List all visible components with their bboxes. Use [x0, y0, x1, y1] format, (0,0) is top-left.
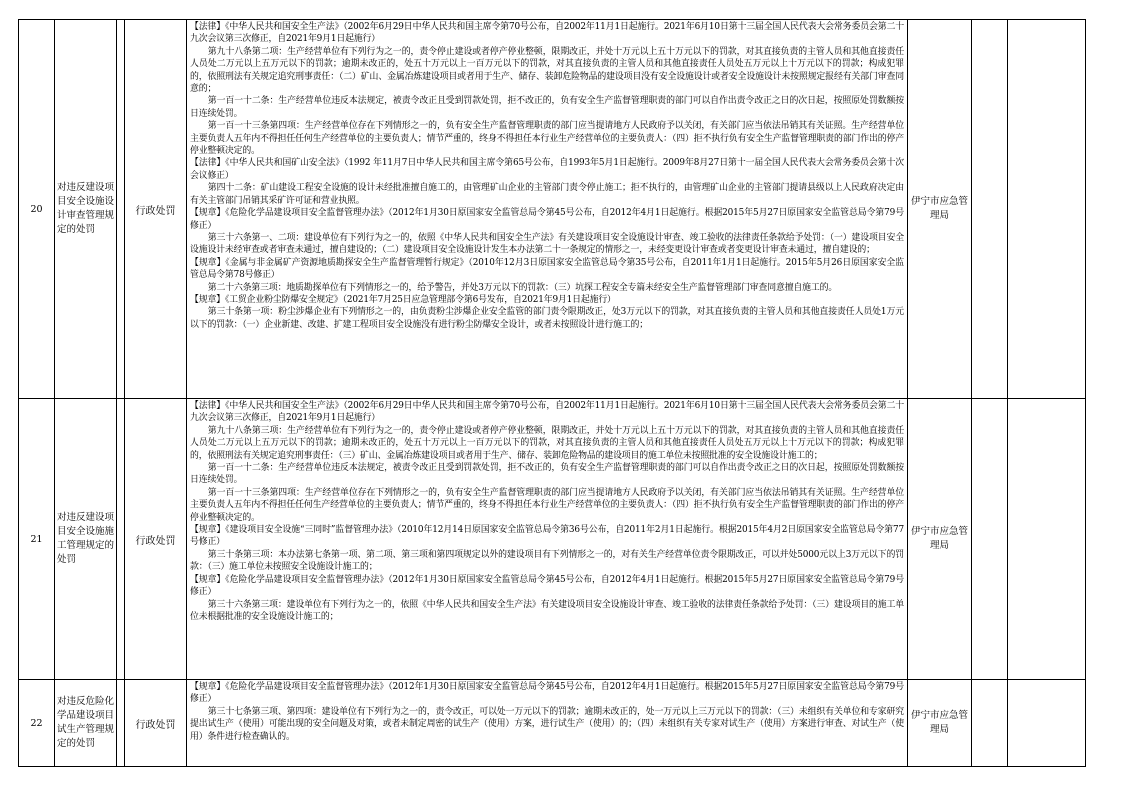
item-category: 行政处罚 [125, 399, 187, 680]
source-citation: 【规章】《危险化学品建设项目安全监督管理办法》（2012年1月30日原国家安全监管总局令第45号公布，自2012年4月1日起施行。根据2015年5月27日原国家安全监管总局令第79号修正） [190, 682, 904, 705]
legal-basis-text [190, 400, 904, 623]
responsible-department: 伊宁市应急管理局 [908, 680, 972, 767]
item-name: 对违反建设项目安全设施设计审查管理规定的处罚 [55, 20, 117, 399]
clause-text: 第九十八条第二项：生产经营单位有下列行为之一的，责令停止建设或者停产停业整顿，限期改正，并处十万元以上五十万元以下的罚款，对其直接负责的主管人员和其他直接责任人员处二万元以上五万元以下的罚款；逾期未改正的，处五十万元以上一百万元以下的罚款，对其直接负责的主管人员和其他直接责任人员处五万元以上十万元以下的罚款；构成犯罪的，依照刑法有关规定追究刑事责任：（二）矿山、金属冶炼建设项目或者用于生产、储存、装卸危险物品的建设项目没有安全设施设计或者安全设施设计未按照规定报经有关部门审查同意的； [190, 46, 904, 95]
empty-cell [1008, 680, 1086, 767]
empty-cell [972, 680, 1008, 767]
item-name: 对违反危险化学品建设项目试生产管理规定的处罚 [55, 680, 117, 767]
empty-cell [1008, 399, 1086, 680]
table-row [19, 680, 1086, 767]
source-citation: 【法律】《中华人民共和国矿山安全法》（1992 年11月7日中华人民共和国主席令第65号公布，自1993年5月1日起施行。2009年8月27日第十一届全国人民代表大会常务委员会第十次会议修正） [190, 158, 904, 181]
clause-text: 第三十条第三项：本办法第七条第一项、第二项、第三项和第四项规定以外的建设项目有下列情形之一的，对有关生产经营单位责令限期改正，可以并处5000元以上3万元以下的罚款：（三）施工单位未按照安全设施设计施工的； [190, 549, 904, 573]
source-citation: 【规章】《工贸企业粉尘防爆安全规定》（2021年7月25日应急管理部令第6号发布，自2021年9月1日起施行） [190, 294, 616, 305]
clause-text: 第三十六条第三项：建设单位有下列行为之一的，依照《中华人民共和国安全生产法》有关建设项目安全设施设计审查、竣工验收的法律责任条款给予处罚：（三）建设项目的施工单位未根据批准的安全设施设计施工的； [190, 599, 904, 622]
legal-basis [187, 399, 908, 680]
clause-text: 第九十八条第三项：生产经营单位有下列行为之一的，责令停止建设或者停产停业整顿，限期改正，并处十万元以上五十万元以下的罚款，对其直接负责的主管人员和其他直接责任人员处二万元以上五万元以下的罚款；逾期未改正的，处五十万元以上一百万元以下的罚款，对其直接负责的主管人员和其他直接责任人员处五万元以上十万元以下的罚款；构成犯罪的，依照刑法有关规定追究刑事责任：（三）矿山、金属冶炼建设项目或者用于生产、储存、装卸危险物品的建设项目的施工单位未按照批准的安全设施设计施工的； [190, 425, 904, 461]
legal-basis-text [190, 681, 904, 743]
item-name: 对违反建设项目安全设施施工管理规定的处罚 [55, 399, 117, 680]
table-row [19, 399, 1086, 680]
empty-cell [972, 399, 1008, 680]
legal-basis [187, 680, 908, 767]
responsible-department: 伊宁市应急管理局 [908, 399, 972, 680]
clause-text: 第四十二条：矿山建设工程安全设施的设计未经批准擅自施工的，由管理矿山企业的主管部门责令停止施工；拒不执行的，由管理矿山企业的主管部门提请县级以上人民政府决定由有关主管部门吊销其采矿许可证和营业执照。 [190, 183, 904, 206]
source-citation: 【规章】《危险化学品建设项目安全监督管理办法》（2012年1月30日原国家安全监管总局令第45号公布，自2012年4月1日起施行。根据2015年5月27日原国家安全监管总局令第79号修正） [190, 574, 904, 598]
legal-basis-text [190, 21, 904, 331]
clause-text: 第二十六条第三项：地质勘探单位有下列情形之一的，给予警告，并处3万元以下的罚款：（三）坑探工程安全专篇未经安全生产监督管理部门审查同意擅自施工的。 [207, 282, 838, 293]
empty-cell [972, 20, 1008, 399]
clause-text: 第一百一十三条第四项：生产经营单位存在下列情形之一的，负有安全生产监督管理职责的部门应当提请地方人民政府予以关闭，有关部门应当依法吊销其有关证照。生产经营单位主要负责人五年内不得担任任何生产经营单位的主要负责人；情节严重的，终身不得担任本行业生产经营单位的主要负责人：（四）拒不执行负有安全生产监督管理职责的部门作出的停产停业整顿决定的。 [190, 121, 904, 157]
source-citation: 【规章】《危险化学品建设项目安全监督管理办法》（2012年1月30日原国家安全监管总局令第45号公布，自2012年4月1日起施行。根据2015年5月27日原国家安全监管总局令第79号修正） [190, 208, 904, 231]
table-body [19, 20, 1086, 767]
clause-text: 第一百一十二条：生产经营单位违反本法规定，被责令改正且受到罚款处罚，拒不改正的，负有安全生产监督管理职责的部门可以自作出责令改正之日的次日起，按照原处罚数额按日连续处罚。 [190, 463, 904, 486]
item-number: 21 [19, 399, 55, 680]
table-row [19, 20, 1086, 399]
responsible-department: 伊宁市应急管理局 [908, 20, 972, 399]
clause-text: 第三十七条第三项、第四项：建设单位有下列行为之一的，责令改正，可以处一万元以下的罚款；逾期未改正的，处一万元以上三万元以下的罚款：（三）未组织有关单位和专家研究提出试生产（使用）可能出现的安全问题及对策，或者未制定周密的试生产（使用）方案，进行试生产（使用）的；（四）未组织有关专家对试生产（使用）方案进行审查、对试生产（使用）条件进行检查确认的。 [190, 706, 904, 742]
source-citation: 【法律】《中华人民共和国安全生产法》（2002年6月29日中华人民共和国主席令第70号公布，自2002年11月1日起施行。2021年6月10日第十三届全国人民代表大会常务委员会第二十九次会议第三次修正，自2021年9月1日起施行） [190, 22, 904, 45]
item-number: 22 [19, 680, 55, 767]
clause-text: 第三十六条第一、二项：建设单位有下列行为之一的，依照《中华人民共和国安全生产法》有关建设项目安全设施设计审查、竣工验收的法律责任条款给予处罚：（一）建设项目安全设施设计未经审查或者审查未通过，擅自建设的；（二）建设项目安全设施设计发生本办法第二十一条规定的情形之一，未经变更设计审查或者变更设计审查未通过，擅自建设的； [190, 232, 904, 256]
source-citation: 【法律】《中华人民共和国安全生产法》（2002年6月29日中华人民共和国主席令第70号公布，自2002年11月1日起施行。2021年6月10日第十三届全国人民代表大会常务委员会第二十九次会议第三次修正，自2021年9月1日起施行） [190, 401, 904, 424]
legal-basis [187, 20, 908, 399]
empty-cell [1008, 20, 1086, 399]
clause-text: 第一百一十二条：生产经营单位违反本法规定，被责令改正且受到罚款处罚，拒不改正的，负有安全生产监督管理职责的部门可以自作出责令改正之日的次日起，按照原处罚数额按日连续处罚。 [190, 96, 904, 119]
clause-text: 第一百一十三条第四项：生产经营单位存在下列情形之一的，负有安全生产监督管理职责的部门应当提请地方人民政府予以关闭，有关部门应当依法吊销其有关证照。生产经营单位主要负责人五年内不得担任任何生产经营单位的主要负责人；情节严重的，终身不得担任本行业生产经营单位的主要负责人：（四）拒不执行负有安全生产监督管理职责的部门作出的停产停业整顿决定的。 [190, 487, 904, 523]
empty-cell [117, 20, 125, 399]
clause-text: 第三十条第一项：粉尘涉爆企业有下列情形之一的，由负责粉尘涉爆企业安全监管的部门责令限期改正，处3万元以下的罚款，对其直接负责的主管人员和其他直接责任人员处1万元以下的罚款：（一）企业新建、改建、扩建工程项目安全设施没有进行粉尘防爆安全设计，或者未按照设计进行施工的； [190, 307, 904, 330]
item-category: 行政处罚 [125, 20, 187, 399]
item-category: 行政处罚 [125, 680, 187, 767]
empty-cell [117, 680, 125, 767]
source-citation: 【规章】《建设项目安全设施“三同时”监督管理办法》（2010年12月14日原国家安全监管总局令第36号公布，自2011年2月1日起施行。根据2015年4月2日原国家安全监管总局令第77号修正） [190, 525, 904, 548]
empty-cell [117, 399, 125, 680]
item-number: 20 [19, 20, 55, 399]
source-citation: 【规章】《金属与非金属矿产资源地质勘探安全生产监督管理暂行规定》（2010年12月3日原国家安全监管总局令第35号公布，自2011年1月1日起施行。2015年5月26日原国家安全监管总局令第78号修正） [190, 257, 904, 281]
penalty-table [18, 19, 1086, 767]
